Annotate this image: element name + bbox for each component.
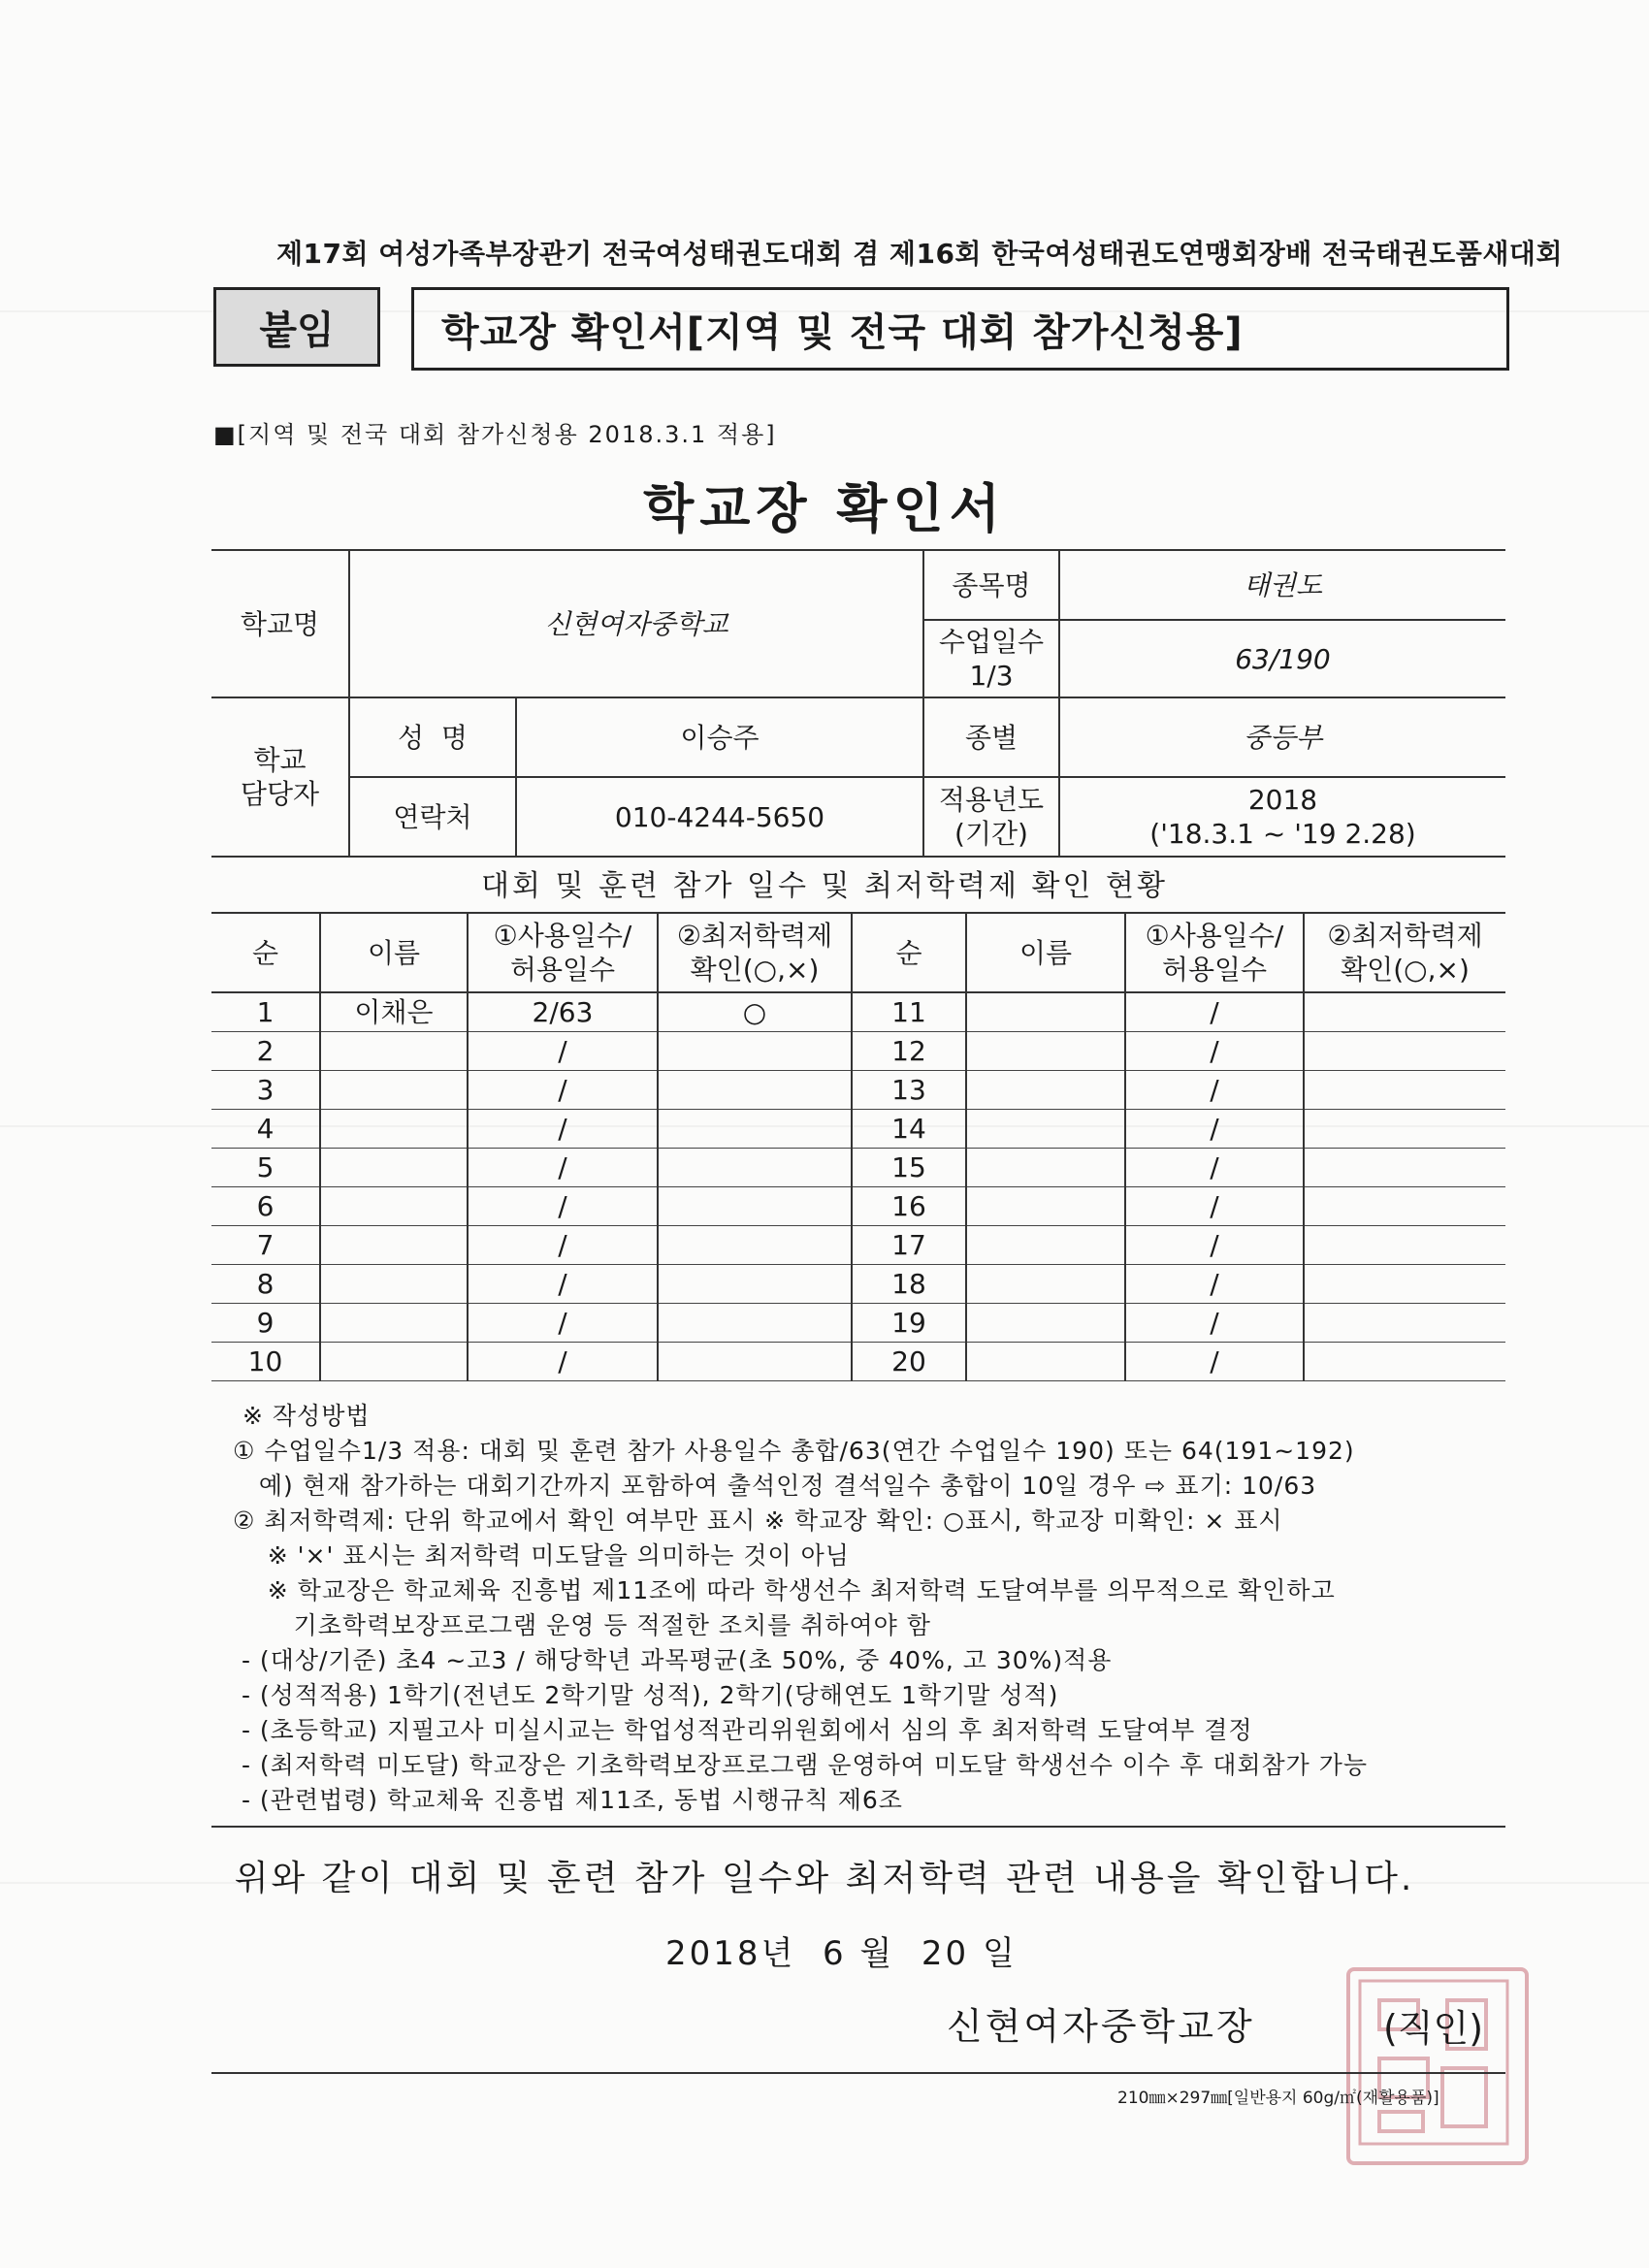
form-notice: ■[지역 및 전국 대회 참가신청용 2018.3.1 적용] [213,421,777,448]
footer-divider [211,2072,1505,2074]
row-days: / [468,1343,658,1381]
table-row [211,1032,1505,1071]
row-days: / [468,1110,658,1149]
row-name [320,1304,468,1343]
row-name [320,1226,468,1265]
row-no: 16 [852,1187,966,1226]
row-no: 2 [211,1032,320,1071]
row-days: 2/63 [468,992,658,1032]
row-no: 19 [852,1304,966,1343]
row-check [658,1187,852,1226]
category-label: 종별 [923,697,1059,777]
table-row [211,1343,1505,1381]
row-no: 1 [211,992,320,1032]
page-title: 학교장 확인서 [643,478,1006,539]
row-name [966,1304,1125,1343]
table-row [211,1110,1505,1149]
row-days: / [1125,1149,1304,1187]
event-title: 제17회 여성가족부장관기 전국여성태권도대회 겸 제16회 한국여성태권도연맹회장배 전국태권도품새대회 [276,238,1563,270]
row-no: 8 [211,1265,320,1304]
row-days: / [468,1149,658,1187]
instruction-line: ※ 학교장은 학교체육 진흥법 제11조에 따라 학생선수 최저학력 도달여부를 의무적으로 확인하고 [233,1576,1336,1604]
row-name [320,1187,468,1226]
row-days: / [1125,1343,1304,1381]
row-no: 10 [211,1343,320,1381]
year-cell [1059,777,1505,857]
participation-table [211,912,1505,1381]
row-name [966,1265,1125,1304]
school-value: 신현여자중학교 [349,550,923,697]
event-value: 태권도 [1059,550,1505,620]
table-row [211,1226,1505,1265]
instruction-line: 기초학력보장프로그램 운영 등 적절한 조치를 취하여야 함 [233,1611,931,1639]
table-row [211,992,1505,1032]
row-check [658,1343,852,1381]
row-name [966,992,1125,1032]
row-name [966,1071,1125,1110]
contact-value: 010-4244-5650 [516,777,923,857]
row-name [320,1032,468,1071]
row-name [320,1265,468,1304]
row-check: ○ [658,992,852,1032]
row-days: / [468,1187,658,1226]
row-name [320,1343,468,1381]
row-check [1304,1149,1505,1187]
header-no: 순 [211,913,320,992]
participation-title: 대회 및 훈련 참가 일수 및 최저학력제 확인 현황 [481,869,1168,903]
days-value: 63/190 [1059,620,1505,697]
row-no: 18 [852,1265,966,1304]
seal-label: (직인) [1383,2007,1484,2050]
event-label: 종목명 [923,550,1059,620]
row-no: 6 [211,1187,320,1226]
row-days: / [1125,1187,1304,1226]
row-days: / [468,1071,658,1110]
row-days: / [1125,1226,1304,1265]
row-name [320,1071,468,1110]
row-check [1304,1110,1505,1149]
row-no: 4 [211,1110,320,1149]
row-name [966,1226,1125,1265]
row-check [1304,1071,1505,1110]
row-days: / [1125,1110,1304,1149]
category-value: 중등부 [1059,697,1505,777]
row-no: 9 [211,1304,320,1343]
header-name: 이름 [320,913,468,992]
row-check [1304,1265,1505,1304]
table-row [211,1187,1505,1226]
row-no: 20 [852,1343,966,1381]
row-days: / [468,1304,658,1343]
row-days: / [468,1265,658,1304]
school-info-table [211,549,1505,858]
row-name [320,1149,468,1187]
row-check [1304,992,1505,1032]
header-check: ②최저학력제 확인(○,×) [1304,913,1505,992]
period-value: ('18.3.1 ~ '19 2.28) [1149,818,1416,850]
row-no: 3 [211,1071,320,1110]
row-days: / [1125,1071,1304,1110]
paper-spec-note: 210㎜×297㎜[일반용지 60g/㎡(재활용품)] [1117,2089,1439,2108]
row-no: 15 [852,1149,966,1187]
row-name [966,1187,1125,1226]
contact-label: 연락처 [349,777,516,857]
row-check [658,1149,852,1187]
instruction-line: ※ 작성방법 [242,1402,371,1430]
instruction-line: ① 수업일수1/3 적용: 대회 및 훈련 참가 사용일수 총합/63(연간 수업일수 190) 또는 64(191~192) [233,1437,1355,1465]
row-days: / [1125,1304,1304,1343]
official-seal-stamp [1346,1967,1529,2165]
issue-date: 2018년 6 월 20 일 [665,1934,1018,1973]
row-no: 11 [852,992,966,1032]
table-row [211,1149,1505,1187]
row-days: / [1125,1265,1304,1304]
row-days: / [1125,1032,1304,1071]
instruction-line: - (대상/기준) 초4 ~고3 / 해당학년 과목평균(초 50%, 중 40%, 고 30%)적용 [233,1646,1113,1674]
year-label: 적용년도 (기간) [923,777,1059,857]
instruction-line: - (성적적용) 1학기(전년도 2학기말 성적), 2학기(당해연도 1학기말 성적) [233,1681,1059,1709]
form-title: 학교장 확인서[지역 및 전국 대회 참가신청용] [411,287,1509,371]
instruction-line: 예) 현재 참가하는 대회기간까지 포함하여 출석인정 결석일수 총합이 10일 경우 ⇨ 표기: 10/63 [233,1472,1317,1500]
header-days: ①사용일수/ 허용일수 [468,913,658,992]
row-no: 14 [852,1110,966,1149]
row-check [658,1071,852,1110]
principal-name: 신현여자중학교장 [947,2005,1255,2048]
table-row [211,1265,1505,1304]
row-name [320,1110,468,1149]
row-check [658,1304,852,1343]
row-check [1304,1187,1505,1226]
school-label: 학교명 [211,550,349,697]
name-label: 성 명 [349,697,516,777]
row-check [1304,1226,1505,1265]
row-check [658,1265,852,1304]
year-value: 2018 [1247,784,1318,816]
staff-label: 학교 담당자 [211,697,349,857]
header-days: ①사용일수/ 허용일수 [1125,913,1304,992]
table-row [211,1304,1505,1343]
row-check [1304,1343,1505,1381]
header-no: 순 [852,913,966,992]
attachment-tag: 붙임 [213,287,380,367]
row-name [966,1032,1125,1071]
instruction-line: - (초등학교) 지필고사 미실시교는 학업성적관리위원회에서 심의 후 최저학력 도달여부 결정 [233,1716,1253,1744]
row-check [1304,1032,1505,1071]
instruction-line: ② 최저학력제: 단위 학교에서 확인 여부만 표시 ※ 학교장 확인: ○표시, 학교장 미확인: × 표시 [233,1507,1283,1535]
row-no: 5 [211,1149,320,1187]
row-no: 17 [852,1226,966,1265]
row-no: 13 [852,1071,966,1110]
instruction-line: - (최저학력 미도달) 학교장은 기초학력보장프로그램 운영하여 미도달 학생선수 이수 후 대회참가 가능 [233,1751,1369,1779]
name-value: 이승주 [516,697,923,777]
header-name: 이름 [966,913,1125,992]
row-no: 12 [852,1032,966,1071]
row-days: / [468,1226,658,1265]
row-days: / [468,1032,658,1071]
row-check [1304,1304,1505,1343]
row-name [966,1110,1125,1149]
row-days: / [1125,992,1304,1032]
confirmation-text: 위와 같이 대회 및 훈련 참가 일수와 최저학력 관련 내용을 확인합니다. [234,1859,1415,1898]
row-name [966,1149,1125,1187]
instruction-line: - (관련법령) 학교체육 진흥법 제11조, 동법 시행규칙 제6조 [233,1786,903,1814]
header-check: ②최저학력제 확인(○,×) [658,913,852,992]
row-name [966,1343,1125,1381]
days-label: 수업일수 1/3 [923,620,1059,697]
instruction-line: ※ '×' 표시는 최저학력 미도달을 의미하는 것이 아님 [233,1541,850,1570]
row-name: 이채은 [320,992,468,1032]
row-no: 7 [211,1226,320,1265]
row-check [658,1226,852,1265]
table-row [211,1071,1505,1110]
divider [211,1826,1505,1828]
row-check [658,1110,852,1149]
row-check [658,1032,852,1071]
